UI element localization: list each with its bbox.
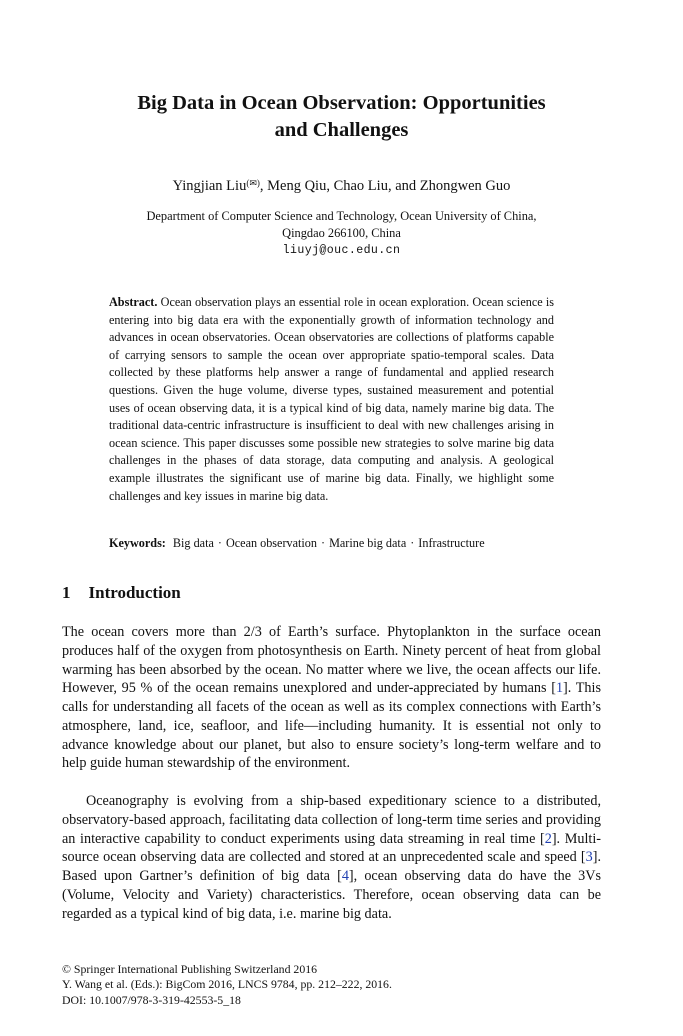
abstract-text: Ocean observation plays an essential role in ocean exploration. Ocean science is entering into big data era with the exponentially growth of information technology and advances in ocean observatories. Ocean observatories are collections of platforms capable of carrying sensors to sample the ocean over appropriate spatio-temporal scales. Data collected by these platforms help answer a range of fundamental and applied research questions. Given the huge volume, diverse types, sustained measurement and potential uses of ocean observing data, it is a typical kind of big data, namely marine big data. The traditional data-centric infrastructure is insufficient to deal with new challenges arising in ocean science. This paper discusses some possible new strategies to solve marine big data challenges in the phases of data storage, data computing and analysis. A geological example illustrates the significant use of marine big data. Finally, we highlight some challenges and key issues in marine big data. — [109, 295, 555, 503]
keyword-separator: · — [217, 536, 222, 550]
paragraph-text: The ocean covers more than 2/3 of Earth’s surface. Phytoplankton in the surface ocean produces half of the oxygen from photosynthesis on Earth. Ninety percent of heat from global warming has been absorbed by the ocean. No matter where we live, the ocean affects our life. However, 95 % of the ocean remains unexplored and under-appreciated by humans [ — [62, 624, 601, 697]
intro-paragraph-1 — [62, 623, 601, 773]
keywords — [109, 535, 579, 552]
keyword-item: Ocean observation — [225, 536, 317, 550]
title-line-1: Big Data in Ocean Observation: Opportunities — [137, 92, 546, 114]
author-first: Yingjian Liu — [172, 178, 247, 194]
citation-info: Y. Wang et al. (Eds.): BigCom 2016, LNCS 9784, pp. 212–222, 2016. — [62, 977, 392, 992]
intro-paragraph-2 — [62, 792, 601, 923]
paragraph-text: ]. Based upon Gartner’s definition of big data [ — [62, 849, 601, 884]
paragraph-text: Oceanography is evolving from a ship-based expeditionary science to a distributed, observatory-based approach, facilitating data collection of long-term time series and providing an interactive capability to conduct experiments using data streaming in real time [ — [62, 793, 601, 847]
title-line-2: and Challenges — [274, 119, 409, 141]
doi: DOI: 10.1007/978-3-319-42553-5_18 — [62, 992, 241, 1007]
corresponding-author-mark: (✉) — [246, 178, 260, 188]
section-heading — [62, 582, 181, 604]
author-list — [60, 176, 623, 196]
citation-link[interactable]: 3 — [585, 849, 593, 866]
abstract — [109, 294, 554, 505]
affiliation-line-2: Qingdao 266100, China — [282, 226, 401, 240]
section-title: Introduction — [88, 583, 181, 602]
paragraph-text: ]. Multi-source ocean observing data are collected and stored at an unprecedented scale and speed [ — [62, 830, 601, 866]
paragraph-text: ], ocean observing data do have the 3Vs (Volume, Velocity and Variety) characteristics. Therefore, ocean observing data can be regarded as a typical kind of big data, i.e. marine big data. — [62, 868, 601, 922]
page-footer — [62, 962, 602, 1008]
citation-link[interactable]: 4 — [341, 868, 349, 884]
citation-link[interactable]: 1 — [555, 680, 564, 697]
keywords-label: Keywords: — [109, 536, 166, 550]
affiliation — [60, 208, 623, 259]
copyright-notice: © Springer International Publishing Switzerland 2016 — [62, 962, 318, 976]
affiliation-line-1: Department of Computer Science and Technology, Ocean University of China, — [146, 209, 537, 223]
keyword-separator: · — [410, 536, 415, 550]
paper-title — [60, 90, 623, 144]
author-others: , Meng Qiu, Chao Liu, and Zhongwen Guo — [259, 178, 511, 194]
keyword-item: Infrastructure — [418, 536, 485, 550]
section-number: 1 — [62, 583, 71, 602]
abstract-label: Abstract. — [109, 295, 158, 309]
keyword-item: Big data — [172, 536, 214, 550]
paragraph-text: ]. This calls for understanding all facets of the ocean as well as its complex connections with Earth’s atmosphere, land, ice, seafloor, and life—including humanity. It is essential not only to advance knowledge about our planet, but also to ensure society’s long-term welfare and to help guide human stewardship of the environment. — [62, 680, 601, 772]
keyword-item: Marine big data — [329, 536, 407, 550]
keyword-separator: · — [321, 536, 326, 550]
citation-link[interactable]: 2 — [544, 830, 552, 847]
author-email[interactable]: liuyj@ouc.edu.cn — [282, 244, 401, 257]
